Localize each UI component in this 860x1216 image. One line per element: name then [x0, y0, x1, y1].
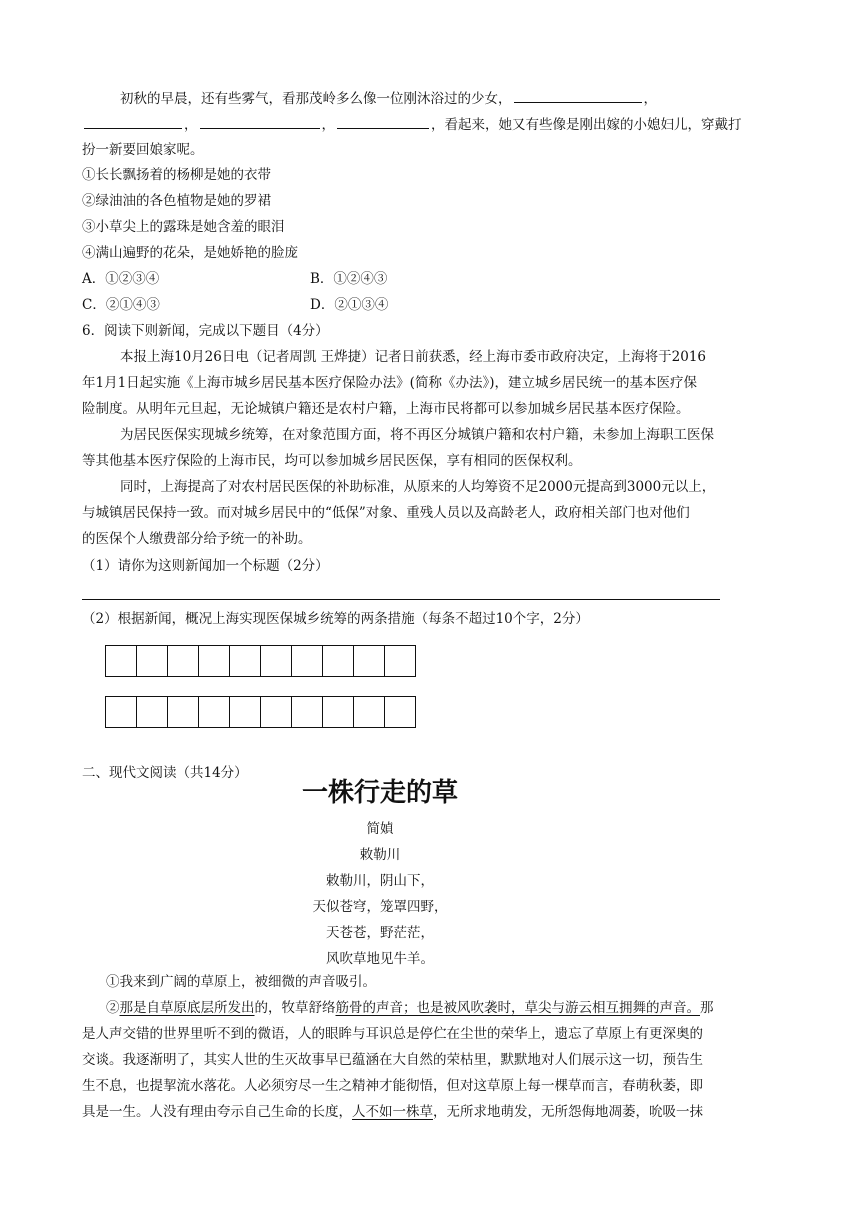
- q5-choice-d[interactable]: D．②①③④: [310, 297, 389, 313]
- q5-option-1: ①长长飘扬着的杨柳是她的衣带: [82, 167, 271, 183]
- q5-intro-text-2: ，看起来，她又有些像是刚出嫁的小媳妇儿，穿戴打: [431, 117, 742, 133]
- q6-sub1: （1）请你为这则新闻加一个标题（2分）: [82, 558, 329, 574]
- q5-option-3: ③小草尖上的露珠是她含羞的眼泪: [82, 219, 285, 235]
- article-para-2-line5: [82, 1102, 703, 1122]
- q6-sub2: （2）根据新闻，概况上海实现医保城乡统筹的两条措施（每条不超过10个字，2分）: [82, 611, 589, 627]
- q6-para2-line1: 为居民医保实现城乡统筹，在对象范围方面，将不再区分城镇户籍和农村户籍，未参加上海职工医保: [120, 427, 714, 443]
- answer-cell[interactable]: [105, 696, 137, 728]
- answer-cell[interactable]: [229, 696, 261, 728]
- answer-cell[interactable]: [322, 645, 354, 677]
- underlined-phrase-1: 那是自草原底层所发出: [119, 1000, 255, 1016]
- article-para-2-line2: 是人声交错的世界里听不到的微语，人的眼眸与耳识总是停伫在尘世的荣华上，遗忘了草原上有更深奥的: [82, 1026, 703, 1042]
- answer-cell[interactable]: [136, 696, 168, 728]
- answer-grid-row-2: [105, 696, 415, 728]
- q6-para3-line3: 的医保个人缴费部分给予统一的补助。: [82, 531, 312, 547]
- comma: ，: [643, 91, 657, 107]
- poem-line-1: 敕勒川: [359, 847, 401, 863]
- answer-blank-4[interactable]: [337, 114, 429, 129]
- answer-blank-2[interactable]: [84, 114, 182, 129]
- answer-grid-row-1: [105, 645, 415, 677]
- answer-cell[interactable]: [167, 696, 199, 728]
- q5-choice-c[interactable]: C．②①④③: [82, 297, 160, 313]
- para-number: ②: [106, 1000, 120, 1016]
- q5-intro-line3: 扮一新要回娘家呢。: [82, 142, 204, 158]
- answer-cell[interactable]: [291, 645, 323, 677]
- q6-para3-line2: 与城镇居民保持一致。而对城乡居民中的“低保”对象、重残人员以及高龄老人，政府相关部门也对他们: [82, 505, 690, 521]
- answer-cell[interactable]: [167, 645, 199, 677]
- comma: ，: [184, 117, 198, 133]
- answer-cell[interactable]: [198, 645, 230, 677]
- answer-cell[interactable]: [136, 645, 168, 677]
- underlined-phrase-2: 筋骨的声音；也是被风吹袭时，草尖与游云相互拥舞的声音。: [335, 1000, 700, 1016]
- article-title: 一株行走的草: [301, 778, 458, 808]
- q5-option-2: ②绿油油的各色植物是她的罗裙: [82, 193, 271, 209]
- article-para-2-line3: 交谈。我逐渐明了，其实人世的生灭故事早已蕴涵在大自然的荣枯里，默默地对人们展示这一切，预告生: [82, 1052, 703, 1068]
- q6-para1-line3: 险制度。从明年元旦起，无论城镇户籍还是农村户籍，上海市民将都可以参加城乡居民基本医疗保险。: [82, 401, 690, 417]
- q5-choice-b[interactable]: B．①②④③: [310, 271, 388, 287]
- poem-line-4: 天苍苍，野茫茫，: [326, 925, 434, 941]
- q5-choice-a[interactable]: A．①②③④: [82, 271, 160, 287]
- answer-cell[interactable]: [260, 645, 292, 677]
- q6-heading: 6．阅读下则新闻，完成以下题目（4分）: [82, 323, 329, 339]
- underlined-phrase-3: 人不如一株草: [352, 1104, 433, 1120]
- answer-cell[interactable]: [384, 645, 416, 677]
- q5-intro-text: 初秋的早晨，还有些雾气，看那茂岭多么像一位刚沐浴过的少女，: [120, 91, 512, 107]
- q6-para3-line1: 同时，上海提高了对农村居民医保的补助标准，从原来的人均筹资不足2000元提高到3000元以上，: [120, 479, 716, 495]
- answer-cell[interactable]: [198, 696, 230, 728]
- answer-blank-1[interactable]: [514, 88, 642, 103]
- q5-intro-line2: [82, 114, 742, 135]
- answer-cell[interactable]: [353, 645, 385, 677]
- answer-cell[interactable]: [260, 696, 292, 728]
- answer-cell[interactable]: [353, 696, 385, 728]
- para-text: 具是一生。人没有理由夸示自己生命的长度，: [82, 1104, 352, 1120]
- answer-cell[interactable]: [229, 645, 261, 677]
- article-para-1: ①我来到广阔的草原上，被细微的声音吸引。: [106, 974, 376, 990]
- q6-title-answer-line[interactable]: [82, 599, 720, 600]
- para-text: ，无所求地萌发，无所怨侮地凋萎，吮吸一抹: [433, 1104, 703, 1120]
- answer-cell[interactable]: [384, 696, 416, 728]
- answer-cell[interactable]: [322, 696, 354, 728]
- article-para-2-line1: [106, 998, 714, 1018]
- section2-heading: 二、现代文阅读（共14分）: [82, 765, 248, 781]
- q6-para1-line1: 本报上海10月26日电（记者周凯 王烨捷）记者日前获悉，经上海市委市政府决定，上海将于2016: [120, 349, 707, 365]
- answer-cell[interactable]: [105, 645, 137, 677]
- poem-line-3: 天似苍穹，笼罩四野，: [312, 899, 448, 915]
- q5-option-4: ④满山遍野的花朵，是她娇艳的脸庞: [82, 245, 298, 261]
- comma: ，: [321, 117, 335, 133]
- poem-line-2: 敕勒川，阴山下，: [326, 873, 434, 889]
- para-text: 的，牧草舒络: [254, 1000, 336, 1016]
- article-para-2-line4: 生不息，也提挈流水落花。人必须穷尽一生之精神才能彻悟，但对这草原上每一棵草而言，春萌秋萎，即: [82, 1078, 703, 1094]
- poem-line-5: 风吹草地见牛羊。: [326, 951, 434, 967]
- q6-para2-line2: 等其他基本医疗保险的上海市民，均可以参加城乡居民医保，享有相同的医保权利。: [82, 453, 582, 469]
- q5-intro-line1: [120, 88, 657, 109]
- answer-cell[interactable]: [291, 696, 323, 728]
- para-text: 那: [700, 1000, 714, 1016]
- answer-blank-3[interactable]: [200, 114, 320, 129]
- q6-para1-line2: 年1月1日起实施《上海市城乡居民基本医疗保险办法》(简称《办法》)，建立城乡居民统一的基本医疗保: [82, 375, 697, 391]
- article-author: 简媜: [366, 821, 394, 837]
